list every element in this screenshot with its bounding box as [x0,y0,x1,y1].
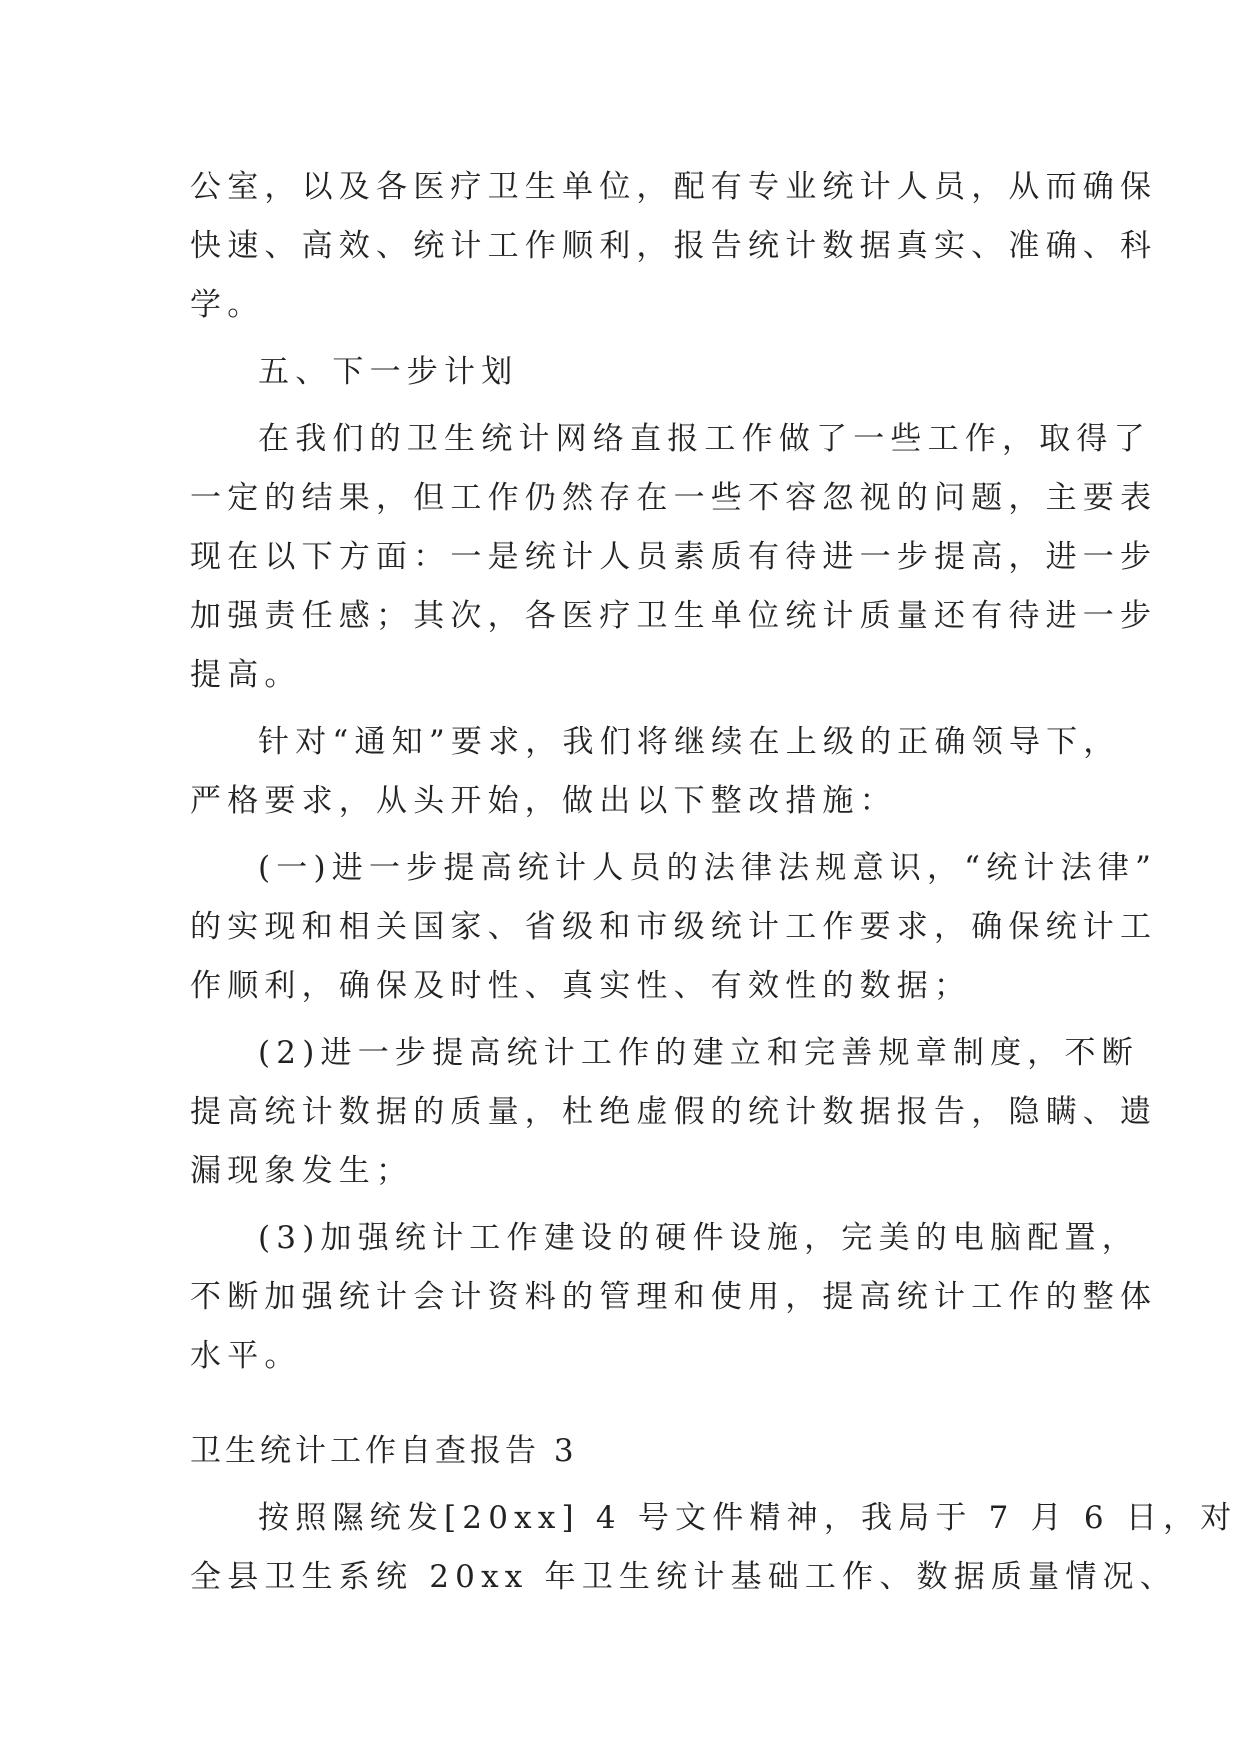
text-line: 提高。 [190,657,302,693]
report-title: 卫生统计工作自查报告 3 [190,1433,578,1469]
text-line: 一定的结果，但工作仍然存在一些不容忽视的问题，主要表 [190,480,1158,516]
text-line: 学。 [190,287,265,323]
text-line: (3)加强统计工作建设的硬件设施，完美的电脑配置， [258,1220,1139,1256]
text-line: 漏现象发生； [190,1153,414,1189]
text-line: 水平。 [190,1338,302,1374]
text-line: (一)进一步提高统计人员的法律法规意识，“统计法律” [258,850,1158,886]
text-line: 公室，以及各医疗卫生单位，配有专业统计人员，从而确保 [190,169,1158,205]
text-line: 严格要求，从头开始，做出以下整改措施： [190,783,897,819]
text-line: 加强责任感；其次，各医疗卫生单位统计质量还有待进一步 [190,598,1158,634]
text-line: 提高统计数据的质量，杜绝虚假的统计数据报告，隐瞒、遗 [190,1094,1158,1130]
text-line: (2)进一步提高统计工作的建立和完善规章制度，不断 [258,1035,1139,1071]
section-heading: 五、下一步计划 [258,354,519,390]
text-line: 按照隰统发[20xx] 4 号文件精神，我局于 7 月 6 日，对 [258,1500,1238,1536]
text-line: 不断加强统计会计资料的管理和使用，提高统计工作的整体 [190,1279,1158,1315]
text-line: 针对“通知”要求，我们将继续在上级的正确领导下， [258,724,1121,760]
text-line: 快速、高效、统计工作顺利，报告统计数据真实、准确、科 [190,228,1158,264]
text-line: 在我们的卫生统计网络直报工作做了一些工作，取得了 [258,421,1151,457]
document-page [190,158,1238,1607]
text-line: 全县卫生系统 20xx 年卫生统计基础工作、数据质量情况、 [190,1559,1177,1595]
text-line: 的实现和相关国家、省级和市级统计工作要求，确保统计工 [190,909,1158,945]
text-line: 作顺利，确保及时性、真实性、有效性的数据； [190,968,972,1004]
text-line: 现在以下方面：一是统计人员素质有待进一步提高，进一步 [190,539,1158,575]
